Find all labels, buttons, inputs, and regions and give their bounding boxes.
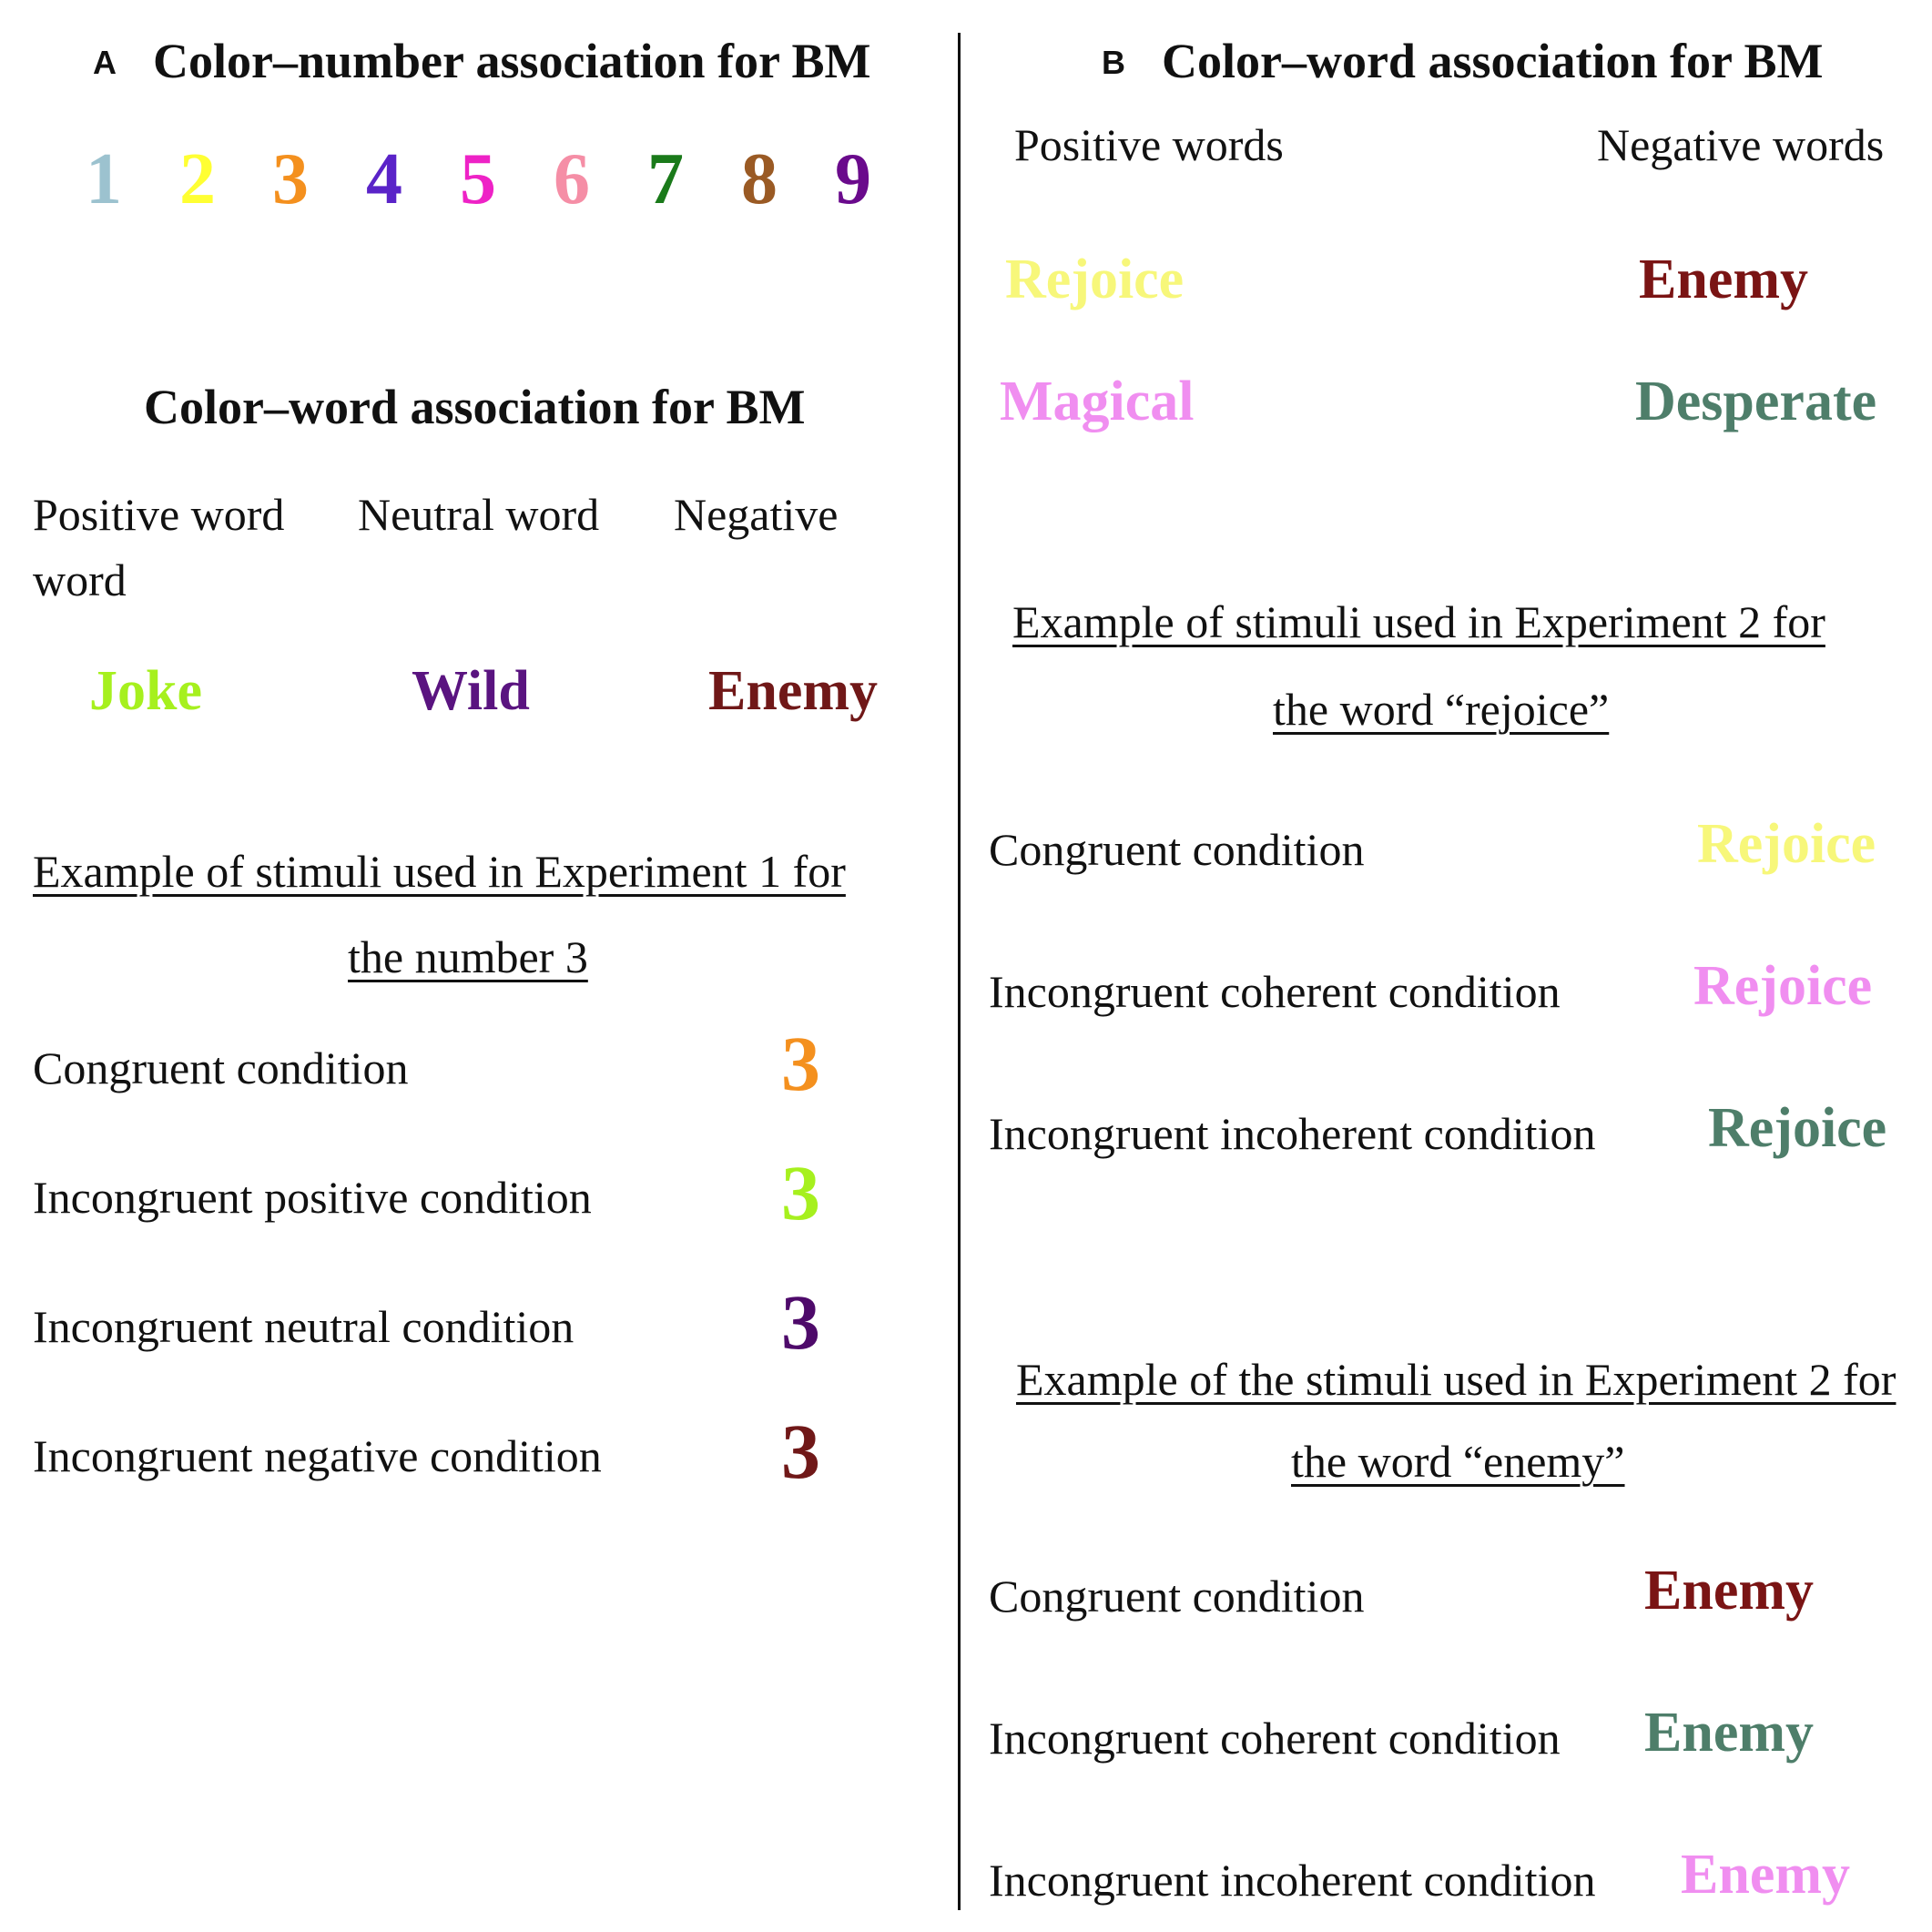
experiment1-caption-line1: Example of stimuli used in Experiment 1 for bbox=[33, 846, 846, 897]
number-1: 1 bbox=[86, 139, 122, 219]
word-wild: Wild bbox=[412, 660, 530, 722]
condition-label: Incongruent positive condition bbox=[33, 1172, 592, 1223]
condition-label: Congruent condition bbox=[989, 1571, 1365, 1622]
number-9: 9 bbox=[835, 139, 871, 219]
col-positive-word: Positive word bbox=[33, 489, 285, 540]
word-joke: Joke bbox=[89, 660, 202, 722]
experiment2-rejoice-caption-line2: the word “rejoice” bbox=[1273, 684, 1610, 735]
condition-stimulus: Enemy bbox=[1644, 1560, 1814, 1622]
condition-stimulus: Rejoice bbox=[1697, 813, 1876, 875]
panel-a-word-title: Color–word association for BM bbox=[144, 380, 806, 434]
number-2: 2 bbox=[179, 139, 216, 219]
condition-label: Incongruent negative condition bbox=[33, 1430, 602, 1481]
panel-a-title: Color–number association for BM bbox=[153, 34, 871, 88]
col-negative-words: Negative words bbox=[1597, 119, 1885, 170]
condition-stimulus: 3 bbox=[781, 1149, 820, 1236]
experiment2-enemy-caption-line2: the word “enemy” bbox=[1291, 1436, 1625, 1487]
experiment1-caption-line2: the number 3 bbox=[348, 931, 588, 982]
word-desperate: Desperate bbox=[1635, 371, 1877, 432]
experiment2-rejoice-caption-line1: Example of stimuli used in Experiment 2 for bbox=[1012, 596, 1825, 647]
condition-label: Congruent condition bbox=[33, 1042, 409, 1093]
word-magical: Magical bbox=[1000, 371, 1195, 432]
condition-label: Incongruent neutral condition bbox=[33, 1301, 575, 1352]
panel-b-title: Color–word association for BM bbox=[1162, 34, 1824, 88]
condition-label: Congruent condition bbox=[989, 824, 1365, 875]
number-4: 4 bbox=[366, 139, 402, 219]
word-rejoice: Rejoice bbox=[1005, 249, 1185, 310]
condition-label: Incongruent coherent condition bbox=[989, 966, 1561, 1017]
number-6: 6 bbox=[554, 139, 590, 219]
condition-label: Incongruent incoherent condition bbox=[989, 1855, 1596, 1906]
col-negative-word-wrap: word bbox=[33, 554, 127, 605]
condition-stimulus: Rejoice bbox=[1708, 1097, 1887, 1159]
col-positive-words: Positive words bbox=[1014, 119, 1284, 170]
condition-label: Incongruent incoherent condition bbox=[989, 1108, 1596, 1159]
panel-b-letter: B bbox=[1102, 44, 1125, 81]
number-7: 7 bbox=[647, 139, 684, 219]
panel-a-letter: A bbox=[93, 44, 117, 81]
condition-stimulus: 3 bbox=[781, 1020, 820, 1107]
condition-stimulus: Rejoice bbox=[1693, 955, 1873, 1017]
number-3: 3 bbox=[272, 139, 309, 219]
col-neutral-word: Neutral word bbox=[358, 489, 600, 540]
number-5: 5 bbox=[460, 139, 496, 219]
condition-label: Incongruent coherent condition bbox=[989, 1713, 1561, 1764]
condition-stimulus: 3 bbox=[781, 1408, 820, 1495]
panel-divider bbox=[958, 33, 961, 1910]
experiment2-enemy-caption-line1: Example of the stimuli used in Experiment 2 for bbox=[1016, 1354, 1896, 1405]
condition-stimulus: Enemy bbox=[1681, 1844, 1850, 1906]
word-enemy: Enemy bbox=[708, 660, 878, 722]
condition-stimulus: 3 bbox=[781, 1278, 820, 1366]
col-negative-word: Negative bbox=[674, 489, 839, 540]
number-8: 8 bbox=[741, 139, 778, 219]
word-enemy: Enemy bbox=[1639, 249, 1808, 310]
condition-stimulus: Enemy bbox=[1644, 1702, 1814, 1764]
